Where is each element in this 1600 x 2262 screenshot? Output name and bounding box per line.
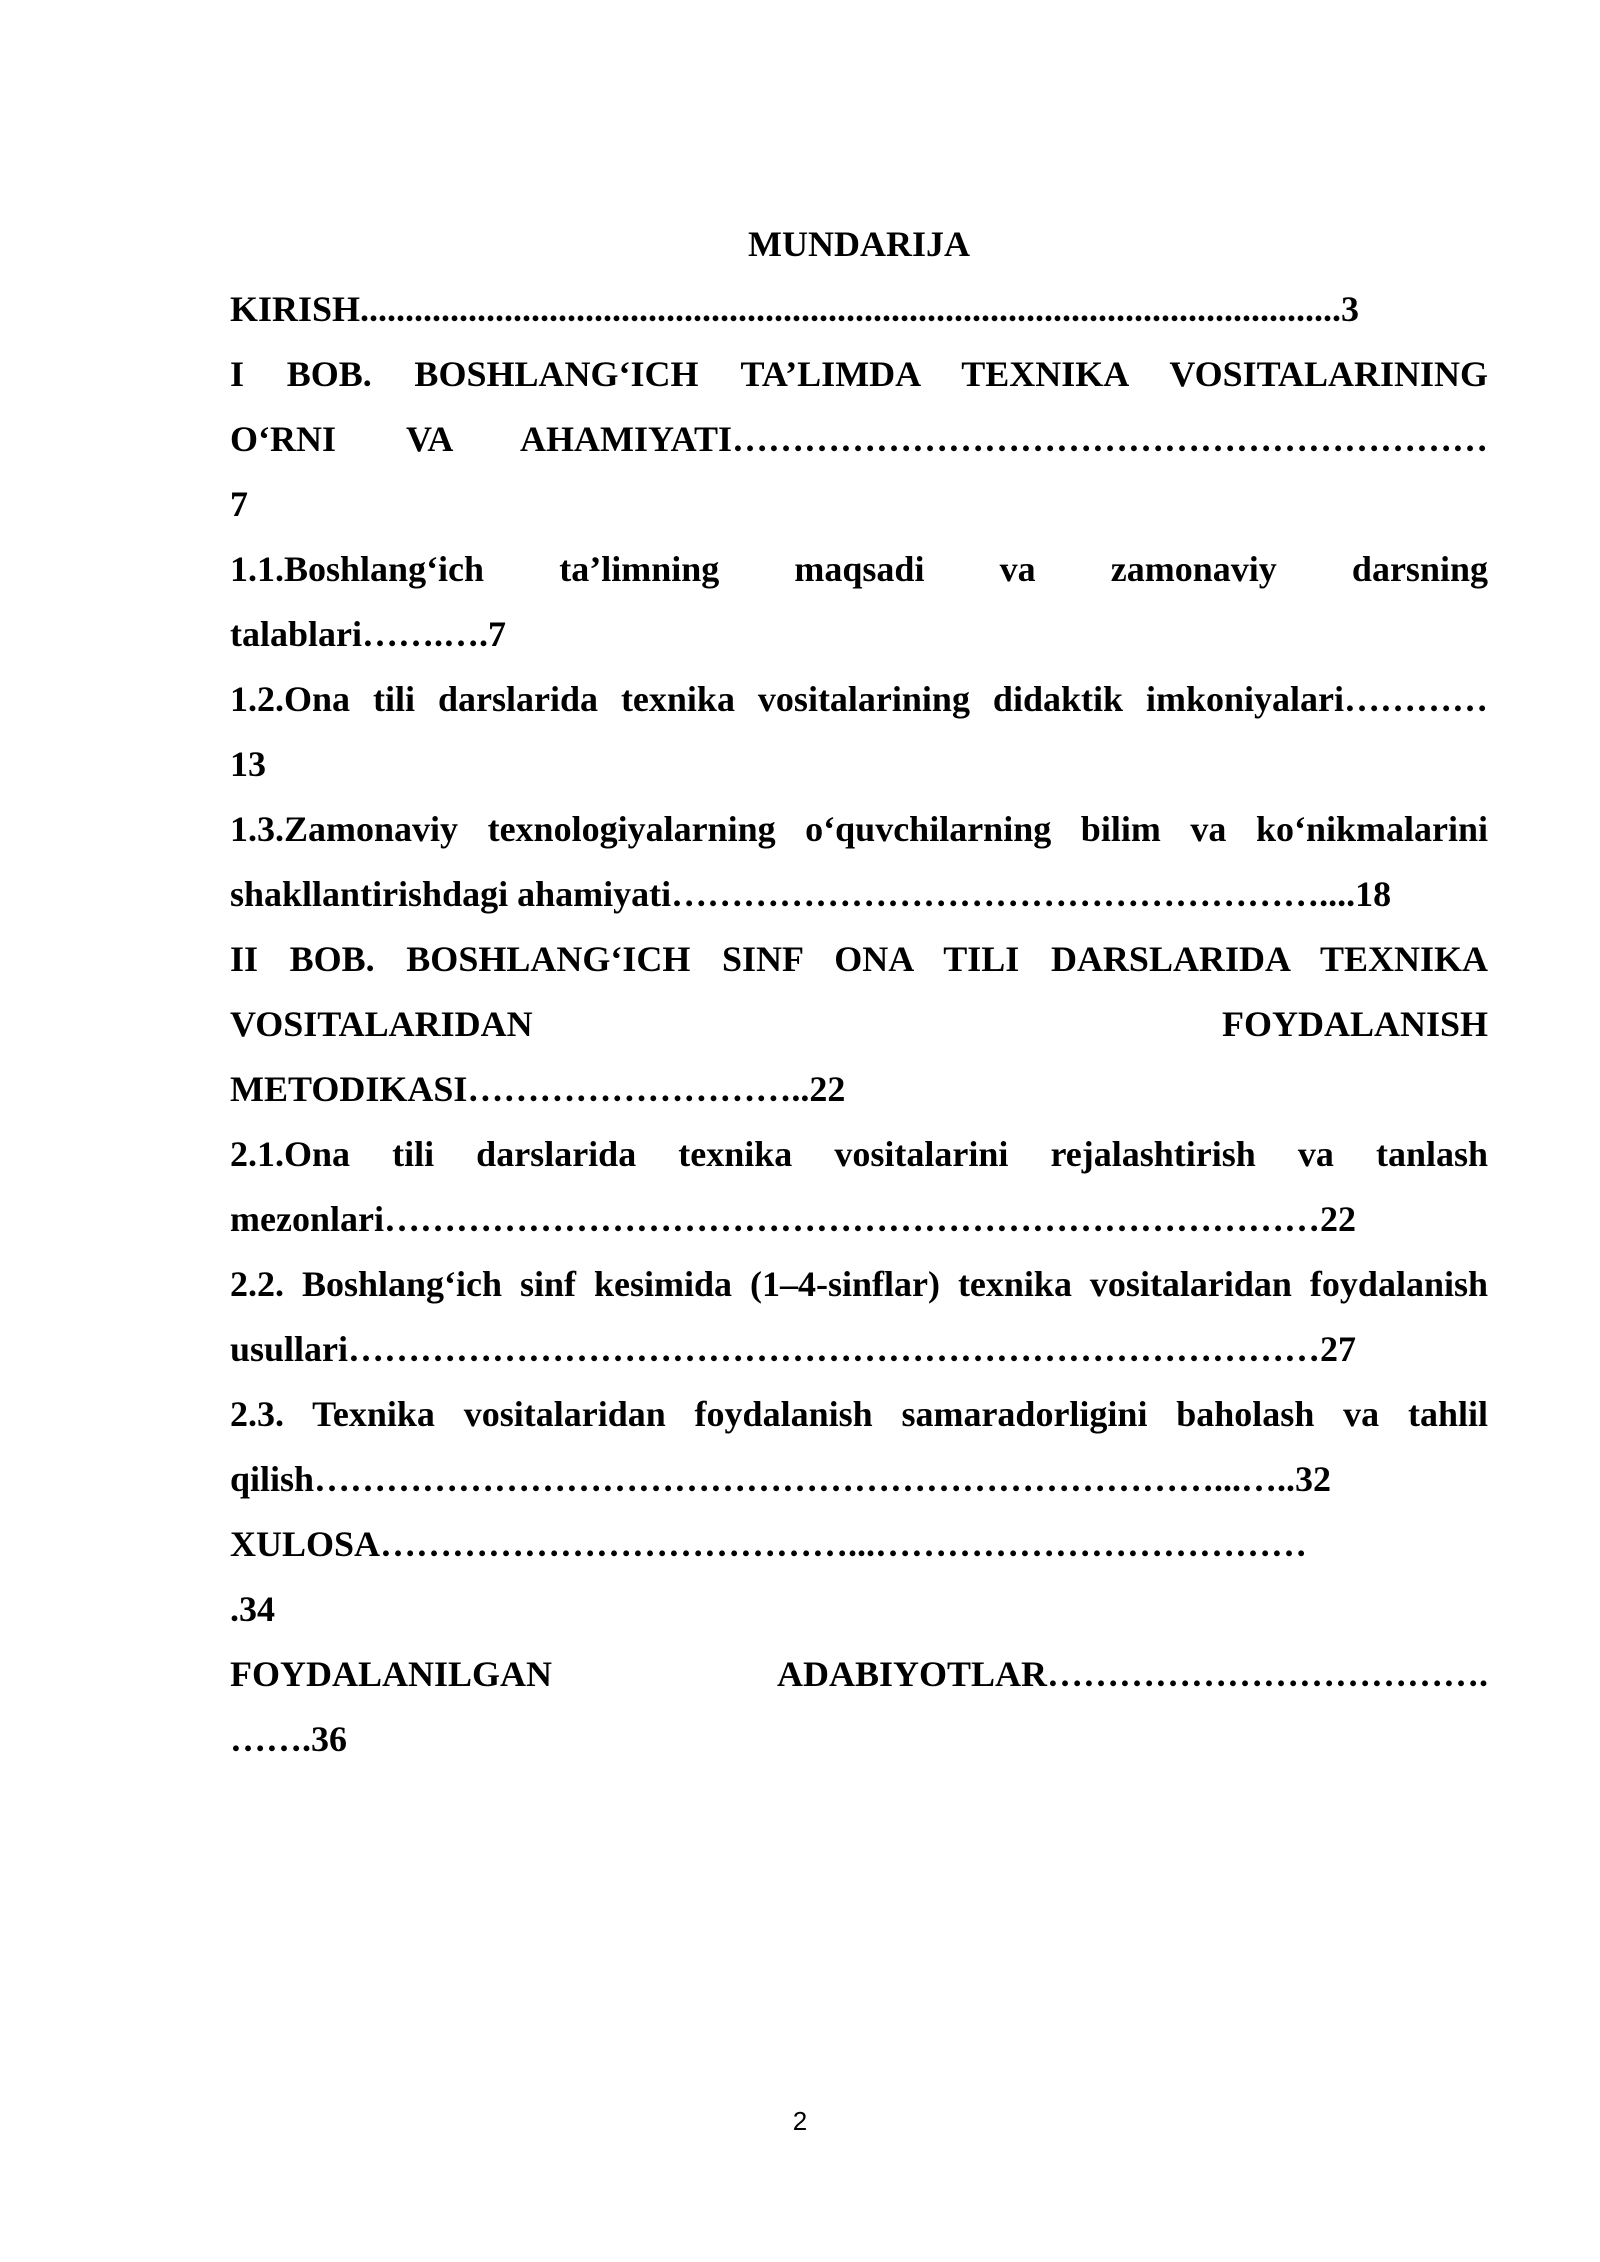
toc-entry-section-1-2-page: 13 bbox=[230, 744, 266, 784]
toc-entry-section-2-2-line-1: 2.2. Boshlang‘ich sinf kesimida (1–4-sinflar) texnika vositalaridan foydalanish bbox=[230, 1264, 1488, 1304]
toc-title: MUNDARIJA bbox=[748, 224, 970, 264]
toc-entry-adabiyotlar-line-2: …….36 bbox=[230, 1719, 347, 1759]
toc-entry-chapter-1-line-1: I BOB. BOSHLANG‘ICH TA’LIMDA TEXNIKA VOSITALARINING bbox=[230, 354, 1488, 394]
toc-entry-section-1-1-line-2: talablari…….….7 bbox=[230, 614, 506, 654]
toc-entry-chapter-2-line-3: METODIKASI………………………..22 bbox=[230, 1069, 846, 1109]
toc-entry-section-2-3-line-2: qilish…………………………………………………………………...…..32 bbox=[230, 1459, 1332, 1499]
page-number: 2 bbox=[792, 2106, 808, 2136]
table-of-contents bbox=[230, 212, 1488, 1772]
toc-entry-chapter-2-line-1: II BOB. BOSHLANG‘ICH SINF ONA TILI DARSLARIDA TEXNIKA bbox=[230, 939, 1488, 979]
toc-entry-chapter-1-page: 7 bbox=[230, 484, 248, 524]
toc-entry-section-2-2-line-2: usullari………………………………………………………………………27 bbox=[230, 1329, 1357, 1369]
toc-entry-section-1-3-line-2: shakllantirishdagi ahamiyati………………………………………………....18 bbox=[230, 874, 1392, 914]
toc-entry-xulosa-page: .34 bbox=[230, 1589, 275, 1629]
toc-entry-adabiyotlar-line-1: FOYDALANILGAN ADABIYOTLAR………………………………. bbox=[230, 1654, 1488, 1694]
toc-entry-section-1-3-line-1: 1.3.Zamonaviy texnologiyalarning o‘quvchilarning bilim va ko‘nikmalarini bbox=[230, 809, 1488, 849]
toc-entry-chapter-1-line-2: O‘RNI VA AHAMIYATI……………………………………………………… bbox=[230, 419, 1488, 459]
toc-entry-section-2-1-line-2: mezonlari……………………………………………………………………22 bbox=[230, 1199, 1356, 1239]
toc-entry-kirish: KIRISH.............................................................................................................3 bbox=[230, 289, 1360, 329]
toc-entry-section-1-1-line-1: 1.1.Boshlang‘ich ta’limning maqsadi va zamonaviy darsning bbox=[230, 549, 1488, 589]
toc-entry-section-1-2-line-1: 1.2.Ona tili darslarida texnika vositalarining didaktik imkoniyalari………… bbox=[230, 679, 1488, 719]
toc-entry-section-2-1-line-1: 2.1.Ona tili darslarida texnika vositalarini rejalashtirish va tanlash bbox=[230, 1134, 1488, 1174]
toc-entry-xulosa-line-1: XULOSA…………………………………...……………………………… bbox=[230, 1524, 1308, 1564]
toc-entry-chapter-2-line-2: VOSITALARIDAN FOYDALANISH bbox=[230, 1004, 1488, 1044]
toc-entry-section-2-3-line-1: 2.3. Texnika vositalaridan foydalanish samaradorligini baholash va tahlil bbox=[230, 1394, 1488, 1434]
